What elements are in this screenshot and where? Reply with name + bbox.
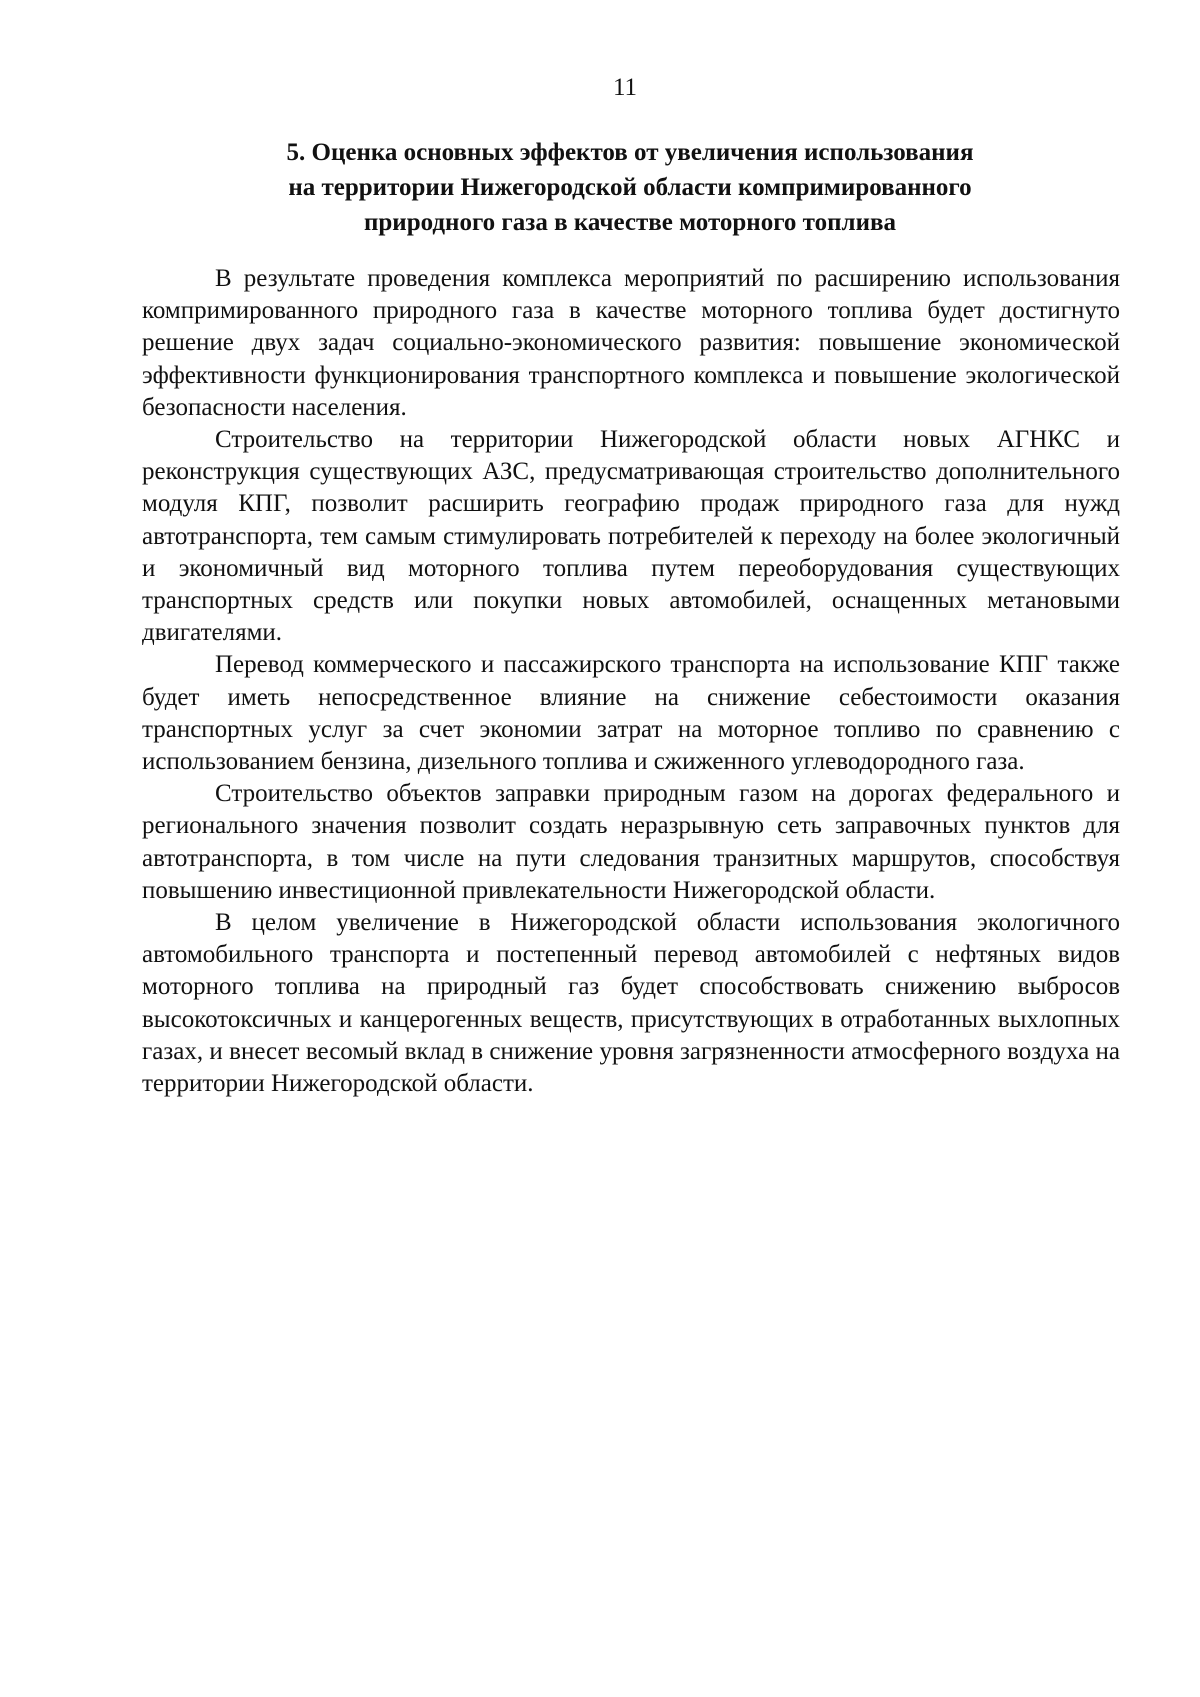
- paragraph: Перевод коммерческого и пассажирского транспорта на использование КПГ также будет иметь непосредственное влияние на снижение себестоимости оказания транспортных услуг за счет экономии затрат на моторное топливо по сравнению с использованием бензина, дизельного топлива и сжиженного углеводородного газа.: [142, 651, 1120, 776]
- paragraph: Строительство объектов заправки природным газом на дорогах федерального и регионального значения позволит создать неразрывную сеть заправочных пунктов для автотранспорта, в том числе на пути следования транзитных маршрутов, способствуя повышению инвестиционной привлекательности Нижегородской области.: [142, 780, 1120, 904]
- paragraph: Строительство на территории Нижегородской области новых АГНКС и реконструкция существующих АЗС, предусматривающая строительство дополнительного модуля КПГ, позволит расширить географию продаж природного газа для нужд автотранспорта, тем самым стимулировать потребителей к переходу на более экологичный и экономичный вид моторного топлива путем переоборудования существующих транспортных средств или покупки новых автомобилей, оснащенных метановыми двигателями.: [142, 426, 1120, 647]
- page-number: 11: [612, 74, 638, 101]
- heading-line-1: 5. Оценка основных эффектов от увеличения использования: [286, 139, 974, 166]
- heading-line-2: на территории Нижегородской области компримированного: [288, 174, 972, 201]
- section-heading: [140, 135, 1120, 240]
- paragraph: В целом увеличение в Нижегородской области использования экологичного автомобильного транспорта и постепенный перевод автомобилей с нефтяных видов моторного топлива на природный газ будет способствовать снижению выбросов высокотоксичных и канцерогенных веществ, присутствующих в отработанных выхлопных газах, и внесет весомый вклад в снижение уровня загрязненности атмосферного воздуха на территории Нижегородской области.: [142, 909, 1120, 1098]
- body-text: [142, 263, 1120, 1100]
- heading-line-3: природного газа в качестве моторного топлива: [364, 209, 896, 236]
- paragraph: В результате проведения комплекса мероприятий по расширению использования компримированного природного газа в качестве моторного топлива будет достигнуто решение двух задач социально-экономического развития: повышение экономической эффективности функционирования транспортного комплекса и повышение экологической безопасности населения.: [142, 265, 1120, 421]
